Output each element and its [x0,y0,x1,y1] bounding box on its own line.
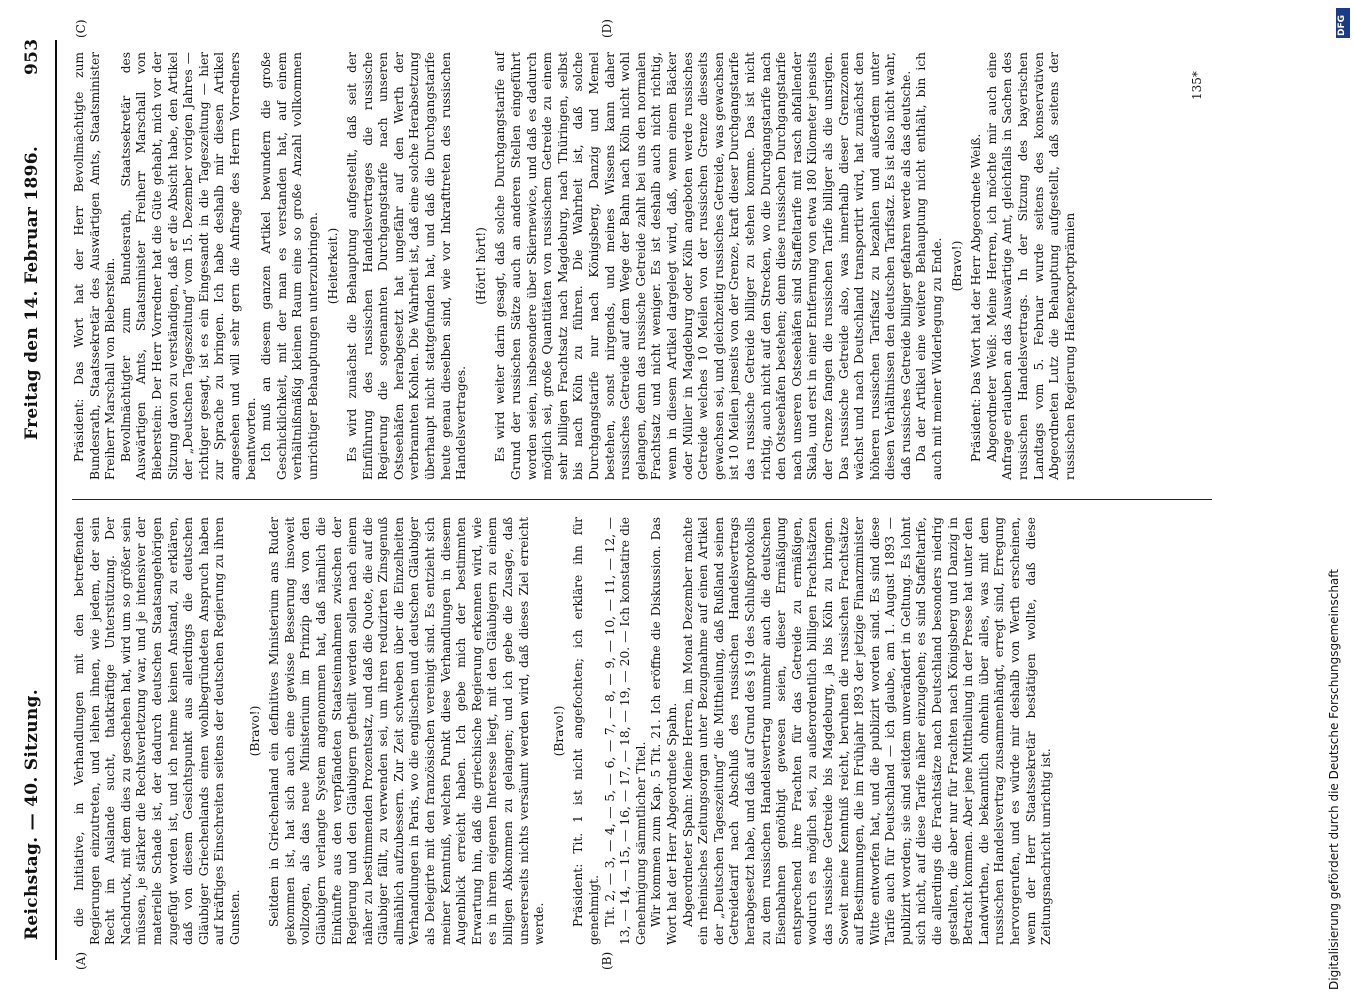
paragraph: Da der Artikel eine weitere Behauptung nicht enthält, bin ich auch mit meiner Widerlegung zu Ende. [914,52,945,480]
header-left: Reichstag. — 40. Sitzung. [22,689,42,940]
dfg-logo [1336,8,1350,38]
paragraph: Seitdem in Griechenland ein definitives Ministerium ans Ruder gekommen ist, hat sich auch eine gewisse Besserung insoweit vollzogen, als das neue Ministerium im Prinzip das von den Gläubigern verlangte System angenommen hat, daß nämlich die Einkünfte aus den verpfändeten Staatseinnahmen zwischen der Regierung und den Gläubigern getheilt werden sollen nach einem näher zu bestimmenden Prozentsatz, und daß die Quote, die auf die Gläubiger fällt, zu verwenden sei, um ihren reduzirten Zinsgenuß allmählich aufzubessern. Zur Zeit schweben über die Einzelheiten Verhandlungen in Paris, wo die englischen und deutschen Gläubiger als Delegirte mit den französischen vereinigt sind. Es entzieht sich meiner Kenntniß, welchen Punkt diese Verhandlungen in diesem Augenblick erreicht haben. Ich gebe mich der bestimmten Erwartung hin, daß die griechische Regierung erkennen wird, wie es in ihrem eigenen Interesse liegt, mit den Gläubigern zu einem billigen Abkommen zu gelangen; und ich gebe die Zusage, daß unsererseits nichts versäumt werden wird, daß dieses Ziel erreicht werde. [267,517,547,945]
margin-mark-b: (B) [600,951,614,970]
paragraph: Präsident: Tit. 1 ist nicht angefochten; ich erkläre ihn für genehmigt. [571,517,601,945]
paragraph: Es wird zunächst die Behauptung aufgestellt, daß seit der Einführung des russischen Handelsvertrages die russische Regierung die sogenannten Durchgangstarife nach unseren Ostseehäfen herabgesetzt hat ungefähr auf den Werth der verbrannten Kohlen. Die Wahrheit ist, daß eine solche Herabsetzung überhaupt nicht stattgefunden hat, und daß die Durchgangstarife heute genau dieselben sind, wie vor Inkrafttreten des russischen Handelsvertrages. [345,52,469,480]
paragraph: Abgeordneter Weiß: Meine Herren, ich möchte mir auch eine Anfrage erlauben an das Auswärtige Amt, gleichfalls in Sachen des russischen Handelsvertrags. In der Sitzung des bayerischen Landtags vom 5. Februar wurde seitens des konservativen Abgeordneten Lutz die Behauptung aufgestellt, daß seitens der russischen Regierung Hafenexportprämien [984,52,1077,480]
column-divider [72,499,1212,500]
header-center: Freitag den 14. Februar 1896. [22,145,42,440]
footer-mark: 135* [1190,71,1204,100]
paragraph: Wir kommen zum Kap. 5 Tit. 21. Ich eröffne die Diskussion. Das Wort hat der Herr Abgeordnete Spahn. [649,517,679,945]
paragraph: Ich muß an diesem ganzen Artikel bewundern die große Geschicklichkeit, mit der man es verstanden hat, auf einem verhältnißmäßig kleinen Raum eine so große Anzahl vollkommen unrichtiger Behauptungen unterzubringen. [259,52,320,480]
right-column [72,52,1078,480]
header-rule [55,40,57,960]
dfg-logo-text: DFG [1337,14,1347,36]
paragraph: (Hört! hört!) [473,227,488,305]
paragraph: Bevollmächtigter zum Bundesrath, Staatssekretär des Auswärtigen Amts, Staatsminister Freiherr Marschall von Bieberstein: Der Herr Vorredner hat die Güte gehabt, mich vor der Sitzung davon zu verständigen, daß er die Absicht habe, den Artikel der „Deutschen Tageszeitung“ vom 15. Dezember vorigen Jahres — richtiger gesagt, ist es ein Eingesandt in die Tageszeitung — hier zur Sprache zu bringen. Ich habe deshalb mir diesen Artikel angesehen und will sehr gern die Anfrage des Herrn Vorredners beantworten. [118,52,258,480]
paragraph: (Bravo!) [949,240,964,292]
paragraph: (Heiterkeit.) [325,227,340,305]
page-number: 953 [22,38,42,75]
paragraph: Abgeordneter Spahn: Meine Herren, im Monat Dezember machte ein rheinisches Zeitungsorgan unter Bezugnahme auf einen Artikel der „Deutschen Tageszeitung“ die Mittheilung, daß Rußland seinen Getreidetarif nach Abschluß des russischen Handelsvertrags herabgesetzt habe, und daß auf Grund des § 19 des Schlußprotokolls zu dem russischen Handelsvertrag nunmehr auch die deutschen Eisenbahnen genöthigt gewesen seien, dieser Ermäßigung entsprechend ihre Frachten für das Getreide zu ermäßigen, wodurch es möglich sei, zu außerordentlich billigen Frachtsätzen das russische Getreide bis Magdeburg, ja bis Köln zu bringen. Soweit meine Kenntniß reicht, beruhen die russischen Frachtsätze auf Bestimmungen, die im Frühjahr 1893 der jetzige Finanzminister Witte entworfen hat, und die publizirt worden sind. Es sind diese Tarife auch für Deutschland — ich glaube, am 1. August 1893 — publizirt worden; sie sind seitdem unverändert in Geltung. Es lohnt sich nicht, auf diese Tarife näher einzugehen; es sind Staffeltarife, die allerdings die Frachtsätze nach Deutschland besonders niedrig gestalten, die aber nur für Frachten nach Königsberg und Danzig in Betracht kommen. Aber jene Mittheilung in der Presse hat unter den Landwirthen, die bekanntlich ohnehin über alles, was mit dem russischen Handelsvertrag zusammenhängt, erregt sind, Erregung hervorgerufen, und es würde mir deshalb von Werth erscheinen, wenn der Herr Staatssekretär bestätigen wollte, daß diese Zeitungsnachricht unrichtig ist. [680,517,1054,945]
paragraph: (Bravo!) [247,705,262,757]
left-column [72,517,1055,945]
paragraph: Tit. 2, — 3, — 4, — 5, — 6, — 7, — 8, — 9, — 10, — 11, — 12, — 13, — 14, — 15, — 16, — 17, — 18, — 19, — 20. — Ich konstatire die Genehmigung sämmtlicher Titel. [602,517,648,945]
margin-mark-a: (A) [74,951,88,970]
margin-mark-c: (C) [74,19,88,38]
digitization-credit [1325,10,1347,990]
paragraph: die Initiative, in Verhandlungen mit den betreffenden Regierungen einzutreten, und leihen ihnen, wie jedem, der sein Recht im Auslande sucht, thatkräftige Unterstützung. Der Nachdruck, mit dem dies zu geschehen hat, wird um so größer sein müssen, je stärker die Rechtsverletzung war, und je intensiver der materielle Schade ist, der dadurch deutschen Staatsangehörigen zugefügt worden ist, und ich nehme keinen Anstand, zu erklären, daß von diesem Gesichtspunkt aus allerdings die deutschen Gläubiger Griechenlands einen wohlbegründeten Anspruch haben auf kräftiges Einschreiten seitens der deutschen Regierung zu ihren Gunsten. [72,517,242,945]
paragraph: (Bravo!) [551,705,566,757]
margin-mark-d: (D) [600,19,614,38]
paragraph: Es wird weiter darin gesagt, daß solche Durchgangstarife auf Grund der russischen Sätze auch an anderen Stellen eingeführt worden seien, insbesondere über Skiernewice, und daß es dadurch möglich sei, große Quantitäten von russischem Getreide zu einem sehr billigen Frachtsatz nach Magdeburg, nach Thüringen, selbst bis nach Köln zu führen. Die Wahrheit ist, daß solche Durchgangstarife nur nach Königsberg, Danzig und Memel bestehen, sonst nirgends, und meines Wissens kann daher russisches Getreide auf dem Wege der Bahn nach Köln nicht wohl gelangen, denn das russische Getreide zahlt bei uns den normalen Frachtsatz und nicht weniger. Es ist deshalb auch nicht richtig, wenn in diesem Artikel dargelegt wird, daß, wenn einem Bäcker oder Müller in Magdeburg oder Köln angeboten werde russisches Getreide welches 10 Meilen von der russischen Grenze diesseits gewachsen sei, und gleichzeitig russisches Getreide, was gewachsen ist 10 Meilen jenseits von der Grenze, kraft dieser Durchgangstarife das russische Getreide billiger zu stehen komme. Das ist nicht richtig, auch nicht auf den Strecken, wo die Durchgangstarife nach den Ostseehäfen bestehen; denn diese russischen Durchgangstarife nach unseren Ostseehäfen sind Staffeltarife mit rasch abfallender Skala, und erst in einer Entfernung von etwa 180 Kilometer jenseits der Grenze fangen die russischen Tarife billiger als die unsrigen. Das russische Getreide also, was innerhalb dieser Grenzzonen wächst und nach Deutschland transportirt wird, hat zunächst den höheren russischen Tarifsatz zu bezahlen und außerdem unter diesen Verhältnissen den deutschen Tarifsatz. Es ist also nicht wahr, daß russisches Getreide billiger gefahren werde als das deutsche. [493,52,913,480]
credit-text: Digitalisierung gefördert durch die Deutsche Forschungsgemeinschaft [1327,568,1341,990]
paragraph: Präsident: Das Wort hat der Herr Abgeordnete Weiß. [969,133,984,462]
paragraph: Präsident: Das Wort hat der Herr Bevollmächtigte zum Bundesrath, Staatssekretär des Auswärtigen Amts, Staatsminister Freiherr Marschall von Bieberstein. [72,52,118,480]
